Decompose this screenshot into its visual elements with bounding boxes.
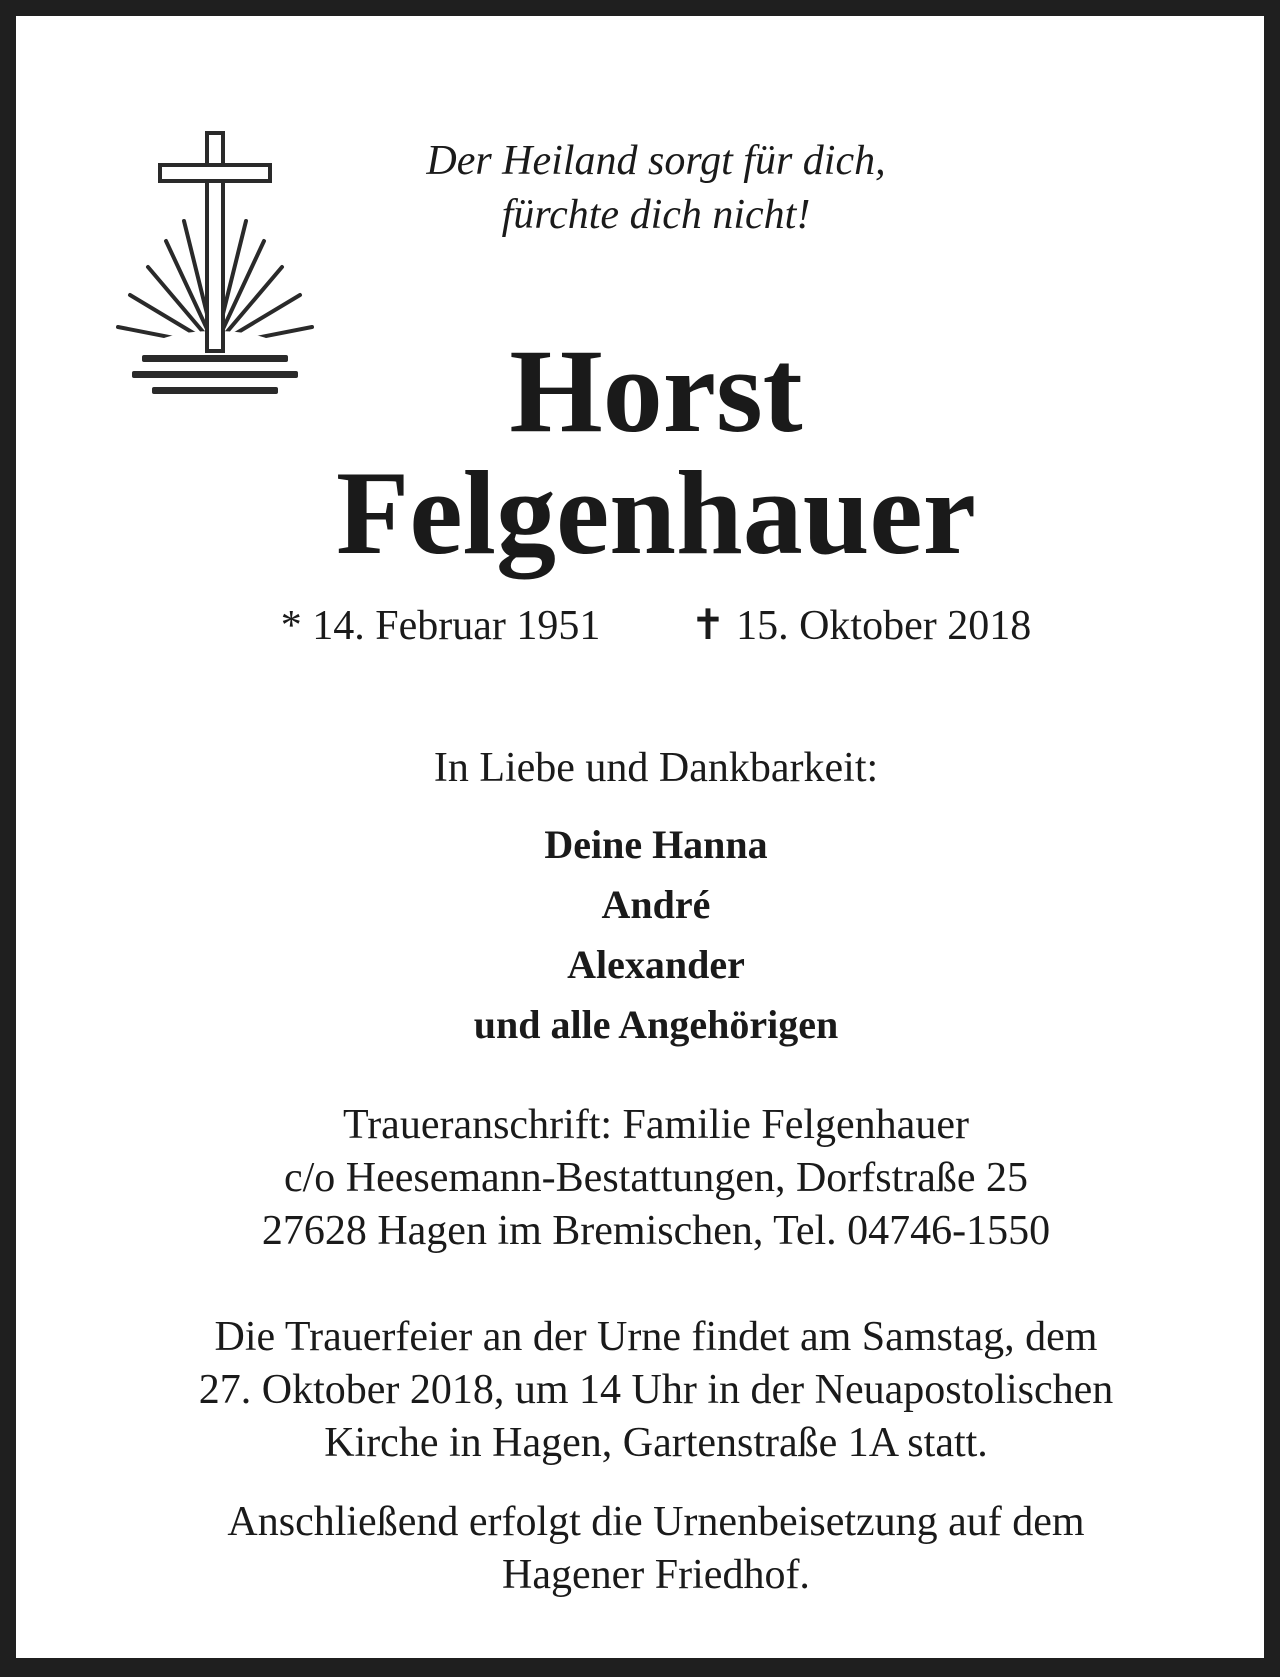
death-date: ✝ 15. Oktober 2018	[690, 603, 1032, 649]
mourner-name: und alle Angehörigen	[473, 1002, 839, 1047]
birth-date: * 14. Februar 1951	[280, 603, 601, 649]
burial-line: Anschließend erfolgt die Urnenbeisetzung auf dem	[227, 1499, 1085, 1545]
address-line: Traueranschrift: Familie Felgenhauer	[343, 1102, 969, 1148]
mourning-address	[16, 1099, 1280, 1258]
dedication-text: In Liebe und Dankbarkeit:	[433, 745, 879, 791]
mourner-name: Deine Hanna	[544, 822, 768, 867]
ceremony-line: 27. Oktober 2018, um 14 Uhr in der Neuapostolischen	[198, 1367, 1114, 1413]
deceased-first-name: Horst	[509, 324, 803, 457]
urn-burial-info	[16, 1496, 1280, 1602]
scripture-motto	[16, 134, 1280, 242]
burial-line: Hagener Friedhof.	[502, 1552, 810, 1598]
ceremony-line: Die Trauerfeier an der Urne findet am Samstag, dem	[214, 1314, 1098, 1360]
mourner-name: André	[601, 882, 711, 927]
address-line: c/o Heesemann-Bestattungen, Dorfstraße 25	[283, 1155, 1029, 1201]
address-line: 27628 Hagen im Bremischen, Tel. 04746-1550	[261, 1208, 1051, 1254]
motto-line: fürchte dich nicht!	[501, 192, 811, 238]
ceremony-line: Kirche in Hagen, Gartenstraße 1A statt.	[324, 1420, 988, 1466]
motto-line: Der Heiland sorgt für dich,	[426, 138, 886, 184]
funeral-ceremony-info	[16, 1311, 1280, 1470]
deceased-last-name: Felgenhauer	[336, 446, 976, 579]
mourners-list	[16, 815, 1280, 1055]
mourner-name: Alexander	[567, 942, 745, 987]
life-dates	[16, 600, 1280, 652]
